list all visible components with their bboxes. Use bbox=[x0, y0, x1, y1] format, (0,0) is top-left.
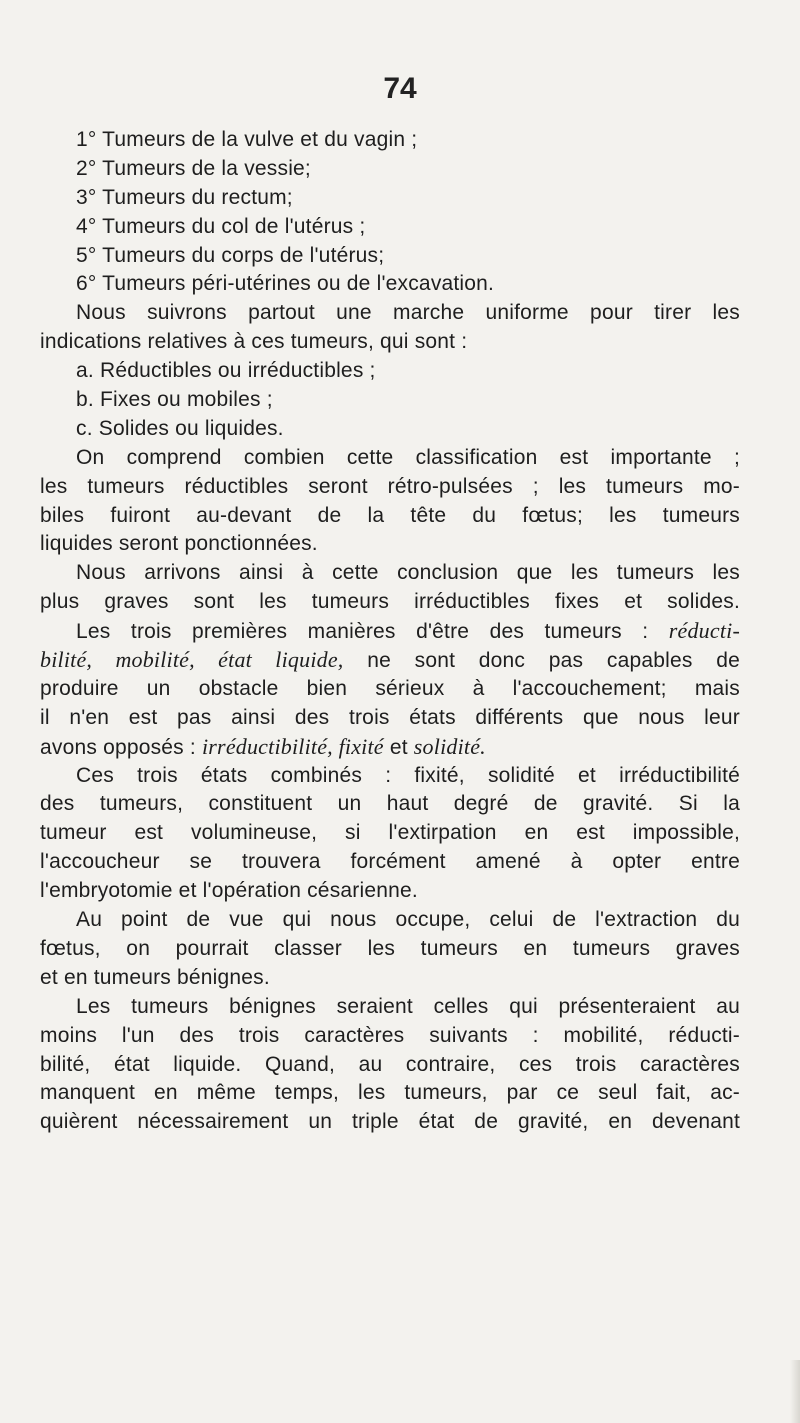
text-line: quièrent nécessairement un triple état de gravité, en devenant bbox=[40, 1110, 740, 1134]
text-line: des tumeurs, constituent un haut degré de gravité. Si la bbox=[40, 792, 740, 816]
list-item: a. Réductibles ou irréductibles ; bbox=[76, 359, 376, 383]
italic-term: réducti- bbox=[668, 618, 740, 644]
text-line: biles fuiront au-devant de la tête du fœtus; les tumeurs bbox=[40, 503, 740, 527]
text-line: bilité, état liquide. Quand, au contraire, ces trois caractères bbox=[40, 1052, 740, 1076]
text-line: l'accoucheur se trouvera forcément amené à opter entre bbox=[40, 850, 740, 874]
text-line: et en tumeurs bénignes. bbox=[40, 965, 270, 989]
text-line bbox=[40, 646, 740, 675]
list-item: 4° Tumeurs du col de l'utérus ; bbox=[76, 214, 366, 238]
list-item: b. Fixes ou mobiles ; bbox=[76, 388, 273, 412]
text-line: Au point de vue qui nous occupe, celui de l'extraction du bbox=[76, 908, 740, 932]
italic-term: bilité, mobilité, état liquide, bbox=[40, 647, 344, 673]
text-fragment: avons opposés : bbox=[40, 735, 196, 759]
italic-term: solidité. bbox=[413, 733, 486, 759]
text-line: liquides seront ponctionnées. bbox=[40, 532, 318, 556]
text-line bbox=[40, 733, 740, 762]
text-fragment: ne sont donc pas capables de bbox=[367, 649, 740, 673]
text-line: Ces trois états combinés : fixité, solidité et irréductibilité bbox=[76, 763, 740, 787]
text-line: On comprend combien cette classification est importante ; bbox=[76, 445, 740, 469]
text-line: fœtus, on pourrait classer les tumeurs en tumeurs graves bbox=[40, 936, 740, 960]
text-fragment: et bbox=[389, 735, 408, 759]
text-line: l'embryotomie et l'opération césarienne. bbox=[40, 879, 418, 903]
text-line: tumeur est volumineuse, si l'extirpation en est impossible, bbox=[40, 821, 740, 845]
list-item: 6° Tumeurs péri-utérines ou de l'excavation. bbox=[76, 272, 495, 296]
text-fragment: Les trois premières manières d'être des tumeurs : bbox=[76, 620, 649, 644]
text-line: moins l'un des trois caractères suivants : mobilité, réducti- bbox=[40, 1023, 740, 1047]
list-item: c. Solides ou liquides. bbox=[76, 416, 284, 440]
page-edge-shadow bbox=[790, 1360, 800, 1423]
text-line: Nous suivrons partout une marche uniforme pour tirer les bbox=[76, 301, 740, 325]
list-item: 5° Tumeurs du corps de l'utérus; bbox=[76, 243, 385, 267]
italic-term: irréductibilité, fixité bbox=[201, 733, 384, 759]
list-item: 1° Tumeurs de la vulve et du vagin ; bbox=[76, 128, 418, 151]
list-item: 2° Tumeurs de la vessie; bbox=[76, 156, 311, 180]
text-line: indications relatives à ces tumeurs, qui sont : bbox=[40, 330, 468, 354]
text-line: manquent en même temps, les tumeurs, par ce seul fait, ac- bbox=[40, 1081, 740, 1105]
list-item: 3° Tumeurs du rectum; bbox=[76, 185, 293, 209]
text-line: les tumeurs réductibles seront rétro-pulsées ; les tumeurs mo- bbox=[40, 474, 740, 498]
text-line bbox=[40, 617, 740, 646]
text-line: il n'en est pas ainsi des trois états différents que nous leur bbox=[40, 705, 740, 729]
page-number: 74 bbox=[383, 72, 417, 105]
page-text bbox=[40, 126, 740, 1137]
text-line: plus graves sont les tumeurs irréductibles fixes et solides. bbox=[40, 590, 740, 614]
text-line: Les tumeurs bénignes seraient celles qui présenteraient au bbox=[76, 994, 740, 1018]
text-line: Nous arrivons ainsi à cette conclusion que les tumeurs les bbox=[76, 561, 740, 585]
text-line: produire un obstacle bien sérieux à l'accouchement; mais bbox=[40, 676, 740, 700]
